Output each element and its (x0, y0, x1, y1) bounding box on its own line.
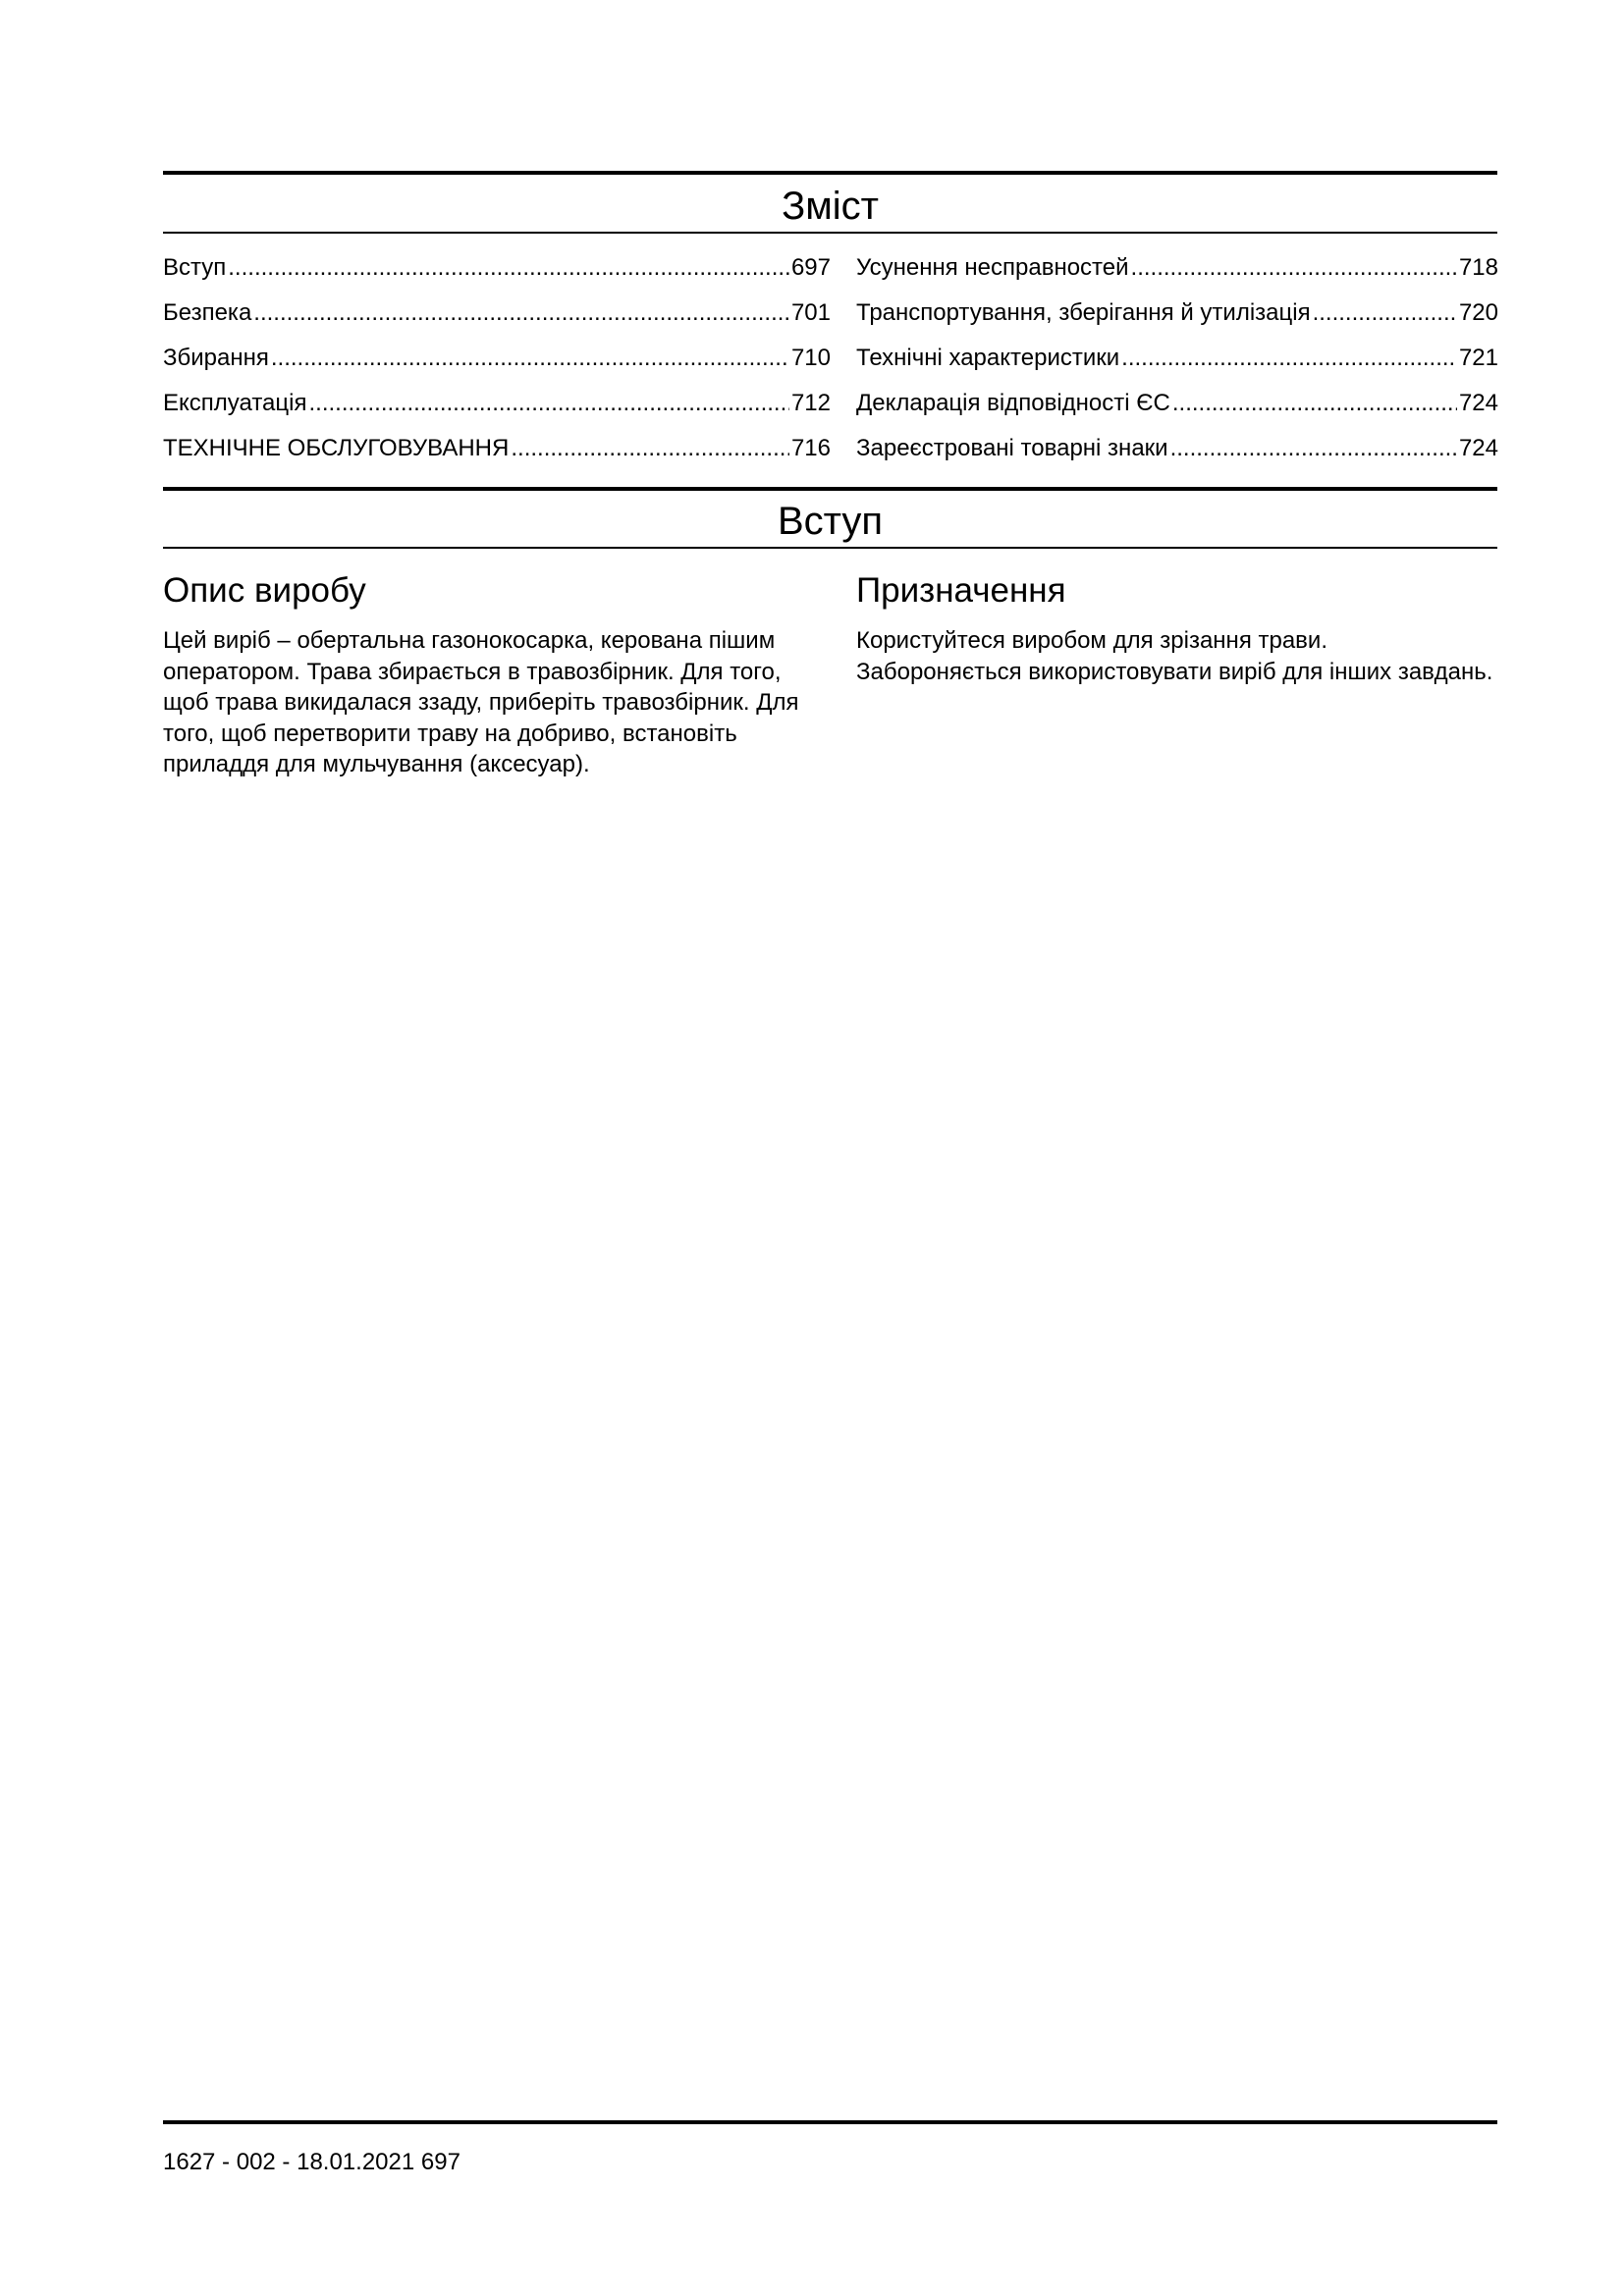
intro-bottom-rule (163, 547, 1497, 549)
toc-entry[interactable] (163, 245, 831, 291)
toc-entry-page: 724 (1458, 435, 1498, 461)
toc-top-rule (163, 171, 1497, 175)
toc-entry[interactable] (163, 336, 831, 381)
toc-leader-dots (1172, 381, 1457, 426)
toc-entry-page: 710 (790, 345, 831, 371)
toc-entry-label: Зареєстровані товарні знаки (856, 435, 1168, 461)
intro-top-rule (163, 487, 1497, 491)
toc-entry-label: Безпека (163, 299, 252, 326)
toc-leader-dots (1313, 291, 1457, 336)
toc-entry-page: 716 (790, 435, 831, 461)
toc-entry-page: 718 (1458, 254, 1498, 281)
footer-page-number: 697 (420, 2149, 460, 2175)
toc-entry-label: Транспортування, зберігання й утилізація (856, 299, 1311, 326)
description-body: Цей виріб – обертальна газонокосарка, керована пішим оператором. Трава збирається в травозбірник. Для того, щоб трава викидалася ззаду, приберіть травозбірник. Для того, щоб перетворити траву на добриво, встановіть приладдя для мульчування (аксесуар). (163, 627, 799, 777)
toc-entry[interactable] (856, 381, 1498, 426)
toc-entry[interactable] (163, 381, 831, 426)
toc-leader-dots (1170, 426, 1457, 471)
toc-entry-page: 697 (790, 254, 831, 281)
purpose-heading: Призначення (856, 571, 1066, 610)
toc-leader-dots (271, 336, 789, 381)
toc-entry-label: Технічні характеристики (856, 345, 1120, 371)
toc-entry-label: Декларація відповідності ЄС (856, 390, 1170, 416)
toc-entry-label: Збирання (163, 345, 269, 371)
toc-leader-dots (1131, 245, 1457, 291)
toc-leader-dots (228, 245, 789, 291)
toc-entry[interactable] (856, 336, 1498, 381)
toc-left-column (163, 245, 831, 471)
toc-title: Зміст (782, 185, 879, 228)
toc-entry[interactable] (856, 245, 1498, 291)
toc-right-column (856, 245, 1498, 471)
toc-leader-dots (1121, 336, 1457, 381)
toc-entry-label: ТЕХНІЧНЕ ОБСЛУГОВУВАННЯ (163, 435, 510, 461)
toc-bottom-rule (163, 232, 1497, 234)
footer-document-info: 1627 - 002 - 18.01.2021 (163, 2149, 415, 2175)
toc-entry[interactable] (856, 291, 1498, 336)
toc-entry-label: Вступ (163, 254, 227, 281)
toc-leader-dots (308, 381, 788, 426)
description-heading: Опис виробу (163, 571, 366, 610)
toc-entry[interactable] (163, 426, 831, 471)
toc-entry[interactable] (163, 291, 831, 336)
footer-rule (163, 2120, 1497, 2124)
toc-entry-label: Усунення несправностей (856, 254, 1129, 281)
intro-title: Вступ (777, 500, 884, 543)
toc-entry-page: 724 (1458, 390, 1498, 416)
toc-entry-label: Експлуатація (163, 390, 307, 416)
toc-entry-page: 701 (790, 299, 831, 326)
toc-leader-dots (253, 291, 789, 336)
toc-entry-page: 720 (1458, 299, 1498, 326)
footer (163, 2148, 460, 2177)
purpose-body: Користуйтеся виробом для зрізання трави. Забороняється використовувати виріб для інших завдань. (856, 627, 1493, 685)
toc-entry-page: 721 (1458, 345, 1498, 371)
toc-entry[interactable] (856, 426, 1498, 471)
toc-leader-dots (511, 426, 789, 471)
toc-entry-page: 712 (790, 390, 831, 416)
